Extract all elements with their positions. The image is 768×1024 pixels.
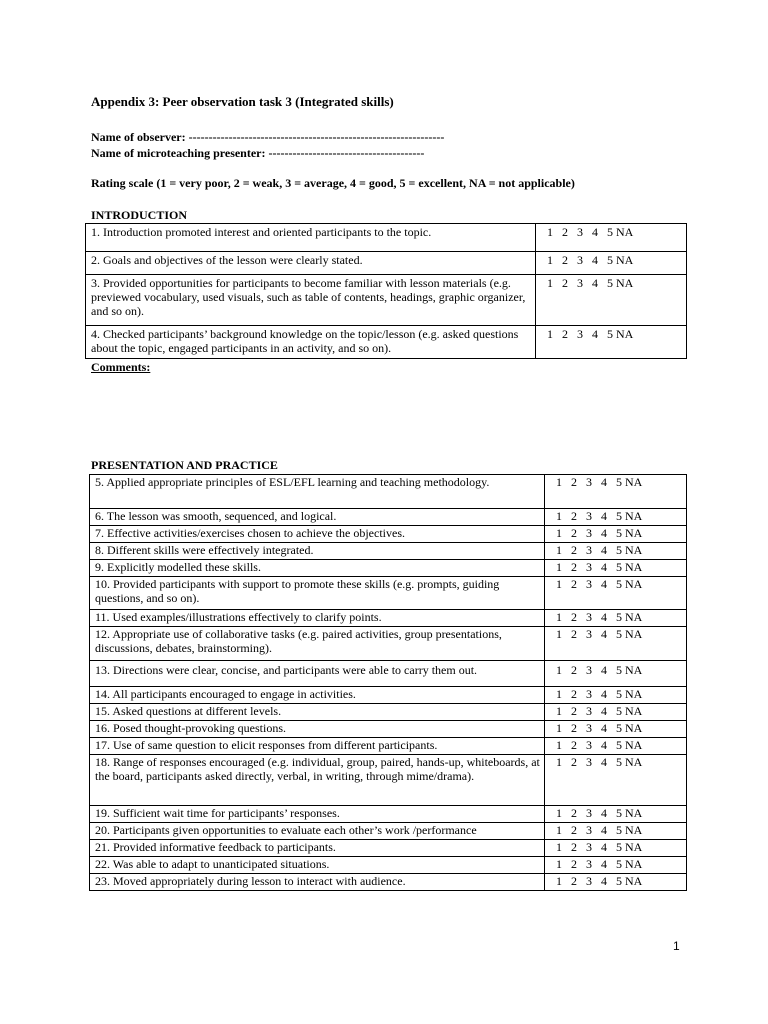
rating-options: 1 2 3 4 5 NA: [545, 840, 687, 857]
table-row: [90, 738, 687, 755]
table-row: [90, 526, 687, 543]
page-number: 1: [673, 939, 680, 953]
criterion-text: 4. Checked participants’ background knowledge on the topic/lesson (e.g. asked questions about the topic, engaged participants in an activity, and so on).: [86, 326, 536, 359]
observer-name-field: Name of observer: ----------------------------------------------------------------: [91, 130, 445, 144]
criterion-text: 23. Moved appropriately during lesson to interact with audience.: [90, 874, 545, 891]
criterion-text: 9. Explicitly modelled these skills.: [90, 560, 545, 577]
rating-options: 1 2 3 4 5 NA: [545, 526, 687, 543]
rating-options: 1 2 3 4 5 NA: [545, 806, 687, 823]
criterion-text: 18. Range of responses encouraged (e.g. individual, group, paired, hands-up, whiteboards, at the board, participants asked directly, verbal, in writing, through mime/drama).: [90, 755, 545, 806]
criterion-text: 17. Use of same question to elicit responses from different participants.: [90, 738, 545, 755]
rating-options: 1 2 3 4 5 NA: [536, 224, 687, 252]
rating-options: 1 2 3 4 5 NA: [545, 543, 687, 560]
comments-label: Comments:: [91, 360, 151, 374]
criterion-text: 1. Introduction promoted interest and oriented participants to the topic.: [86, 224, 536, 252]
table-row: [90, 610, 687, 627]
introduction-heading: INTRODUCTION: [91, 208, 188, 222]
table-row: [90, 755, 687, 806]
table-row: [90, 509, 687, 526]
rating-options: 1 2 3 4 5 NA: [545, 738, 687, 755]
rating-options: 1 2 3 4 5 NA: [545, 721, 687, 738]
rating-options: 1 2 3 4 5 NA: [545, 560, 687, 577]
table-row: [86, 326, 687, 359]
table-row: [90, 627, 687, 661]
rating-options: 1 2 3 4 5 NA: [545, 627, 687, 661]
rating-options: 1 2 3 4 5 NA: [545, 687, 687, 704]
criterion-text: 16. Posed thought-provoking questions.: [90, 721, 545, 738]
table-row: [90, 661, 687, 687]
table-row: [86, 252, 687, 275]
criterion-text: 19. Sufficient wait time for participants’ responses.: [90, 806, 545, 823]
criterion-text: 5. Applied appropriate principles of ESL/EFL learning and teaching methodology.: [90, 475, 545, 509]
criterion-text: 14. All participants encouraged to engage in activities.: [90, 687, 545, 704]
rating-scale-legend: Rating scale (1 = very poor, 2 = weak, 3 = average, 4 = good, 5 = excellent, NA = not applicable): [91, 176, 575, 190]
criterion-text: 12. Appropriate use of collaborative tasks (e.g. paired activities, group presentations, discussions, debates, brainstorming).: [90, 627, 545, 661]
table-row: [90, 577, 687, 610]
rating-options: 1 2 3 4 5 NA: [536, 275, 687, 326]
criterion-text: 20. Participants given opportunities to evaluate each other’s work /performance: [90, 823, 545, 840]
table-row: [86, 224, 687, 252]
rating-options: 1 2 3 4 5 NA: [545, 661, 687, 687]
rating-options: 1 2 3 4 5 NA: [545, 874, 687, 891]
criterion-text: 2. Goals and objectives of the lesson were clearly stated.: [86, 252, 536, 275]
criterion-text: 10. Provided participants with support to promote these skills (e.g. prompts, guiding questions, and so on).: [90, 577, 545, 610]
rating-options: 1 2 3 4 5 NA: [545, 509, 687, 526]
rating-options: 1 2 3 4 5 NA: [545, 577, 687, 610]
rating-options: 1 2 3 4 5 NA: [545, 475, 687, 509]
presentation-heading: PRESENTATION AND PRACTICE: [91, 458, 278, 472]
rating-options: 1 2 3 4 5 NA: [545, 704, 687, 721]
table-row: [90, 543, 687, 560]
criterion-text: 7. Effective activities/exercises chosen to achieve the objectives.: [90, 526, 545, 543]
criterion-text: 8. Different skills were effectively integrated.: [90, 543, 545, 560]
presentation-table: [89, 474, 687, 891]
table-row: [90, 823, 687, 840]
table-row: [90, 704, 687, 721]
rating-options: 1 2 3 4 5 NA: [545, 857, 687, 874]
table-row: [90, 857, 687, 874]
table-row: [90, 721, 687, 738]
criterion-text: 3. Provided opportunities for participants to become familiar with lesson materials (e.g. previewed vocabulary, used visuals, such as table of contents, headings, graphic organizer, and so on).: [86, 275, 536, 326]
table-row: [90, 874, 687, 891]
criterion-text: 21. Provided informative feedback to participants.: [90, 840, 545, 857]
presenter-name-field: Name of microteaching presenter: ---------------------------------------: [91, 146, 425, 160]
page-title: Appendix 3: Peer observation task 3 (Integrated skills): [91, 94, 394, 109]
table-row: [86, 275, 687, 326]
criterion-text: 11. Used examples/illustrations effectively to clarify points.: [90, 610, 545, 627]
criterion-text: 6. The lesson was smooth, sequenced, and logical.: [90, 509, 545, 526]
criterion-text: 13. Directions were clear, concise, and participants were able to carry them out.: [90, 661, 545, 687]
rating-options: 1 2 3 4 5 NA: [545, 823, 687, 840]
rating-options: 1 2 3 4 5 NA: [545, 610, 687, 627]
table-row: [90, 806, 687, 823]
criterion-text: 15. Asked questions at different levels.: [90, 704, 545, 721]
table-row: [90, 840, 687, 857]
rating-options: 1 2 3 4 5 NA: [545, 755, 687, 806]
table-row: [90, 687, 687, 704]
rating-options: 1 2 3 4 5 NA: [536, 252, 687, 275]
criterion-text: 22. Was able to adapt to unanticipated situations.: [90, 857, 545, 874]
table-row: [90, 560, 687, 577]
table-row: [90, 475, 687, 509]
introduction-table: [85, 223, 687, 359]
rating-options: 1 2 3 4 5 NA: [536, 326, 687, 359]
